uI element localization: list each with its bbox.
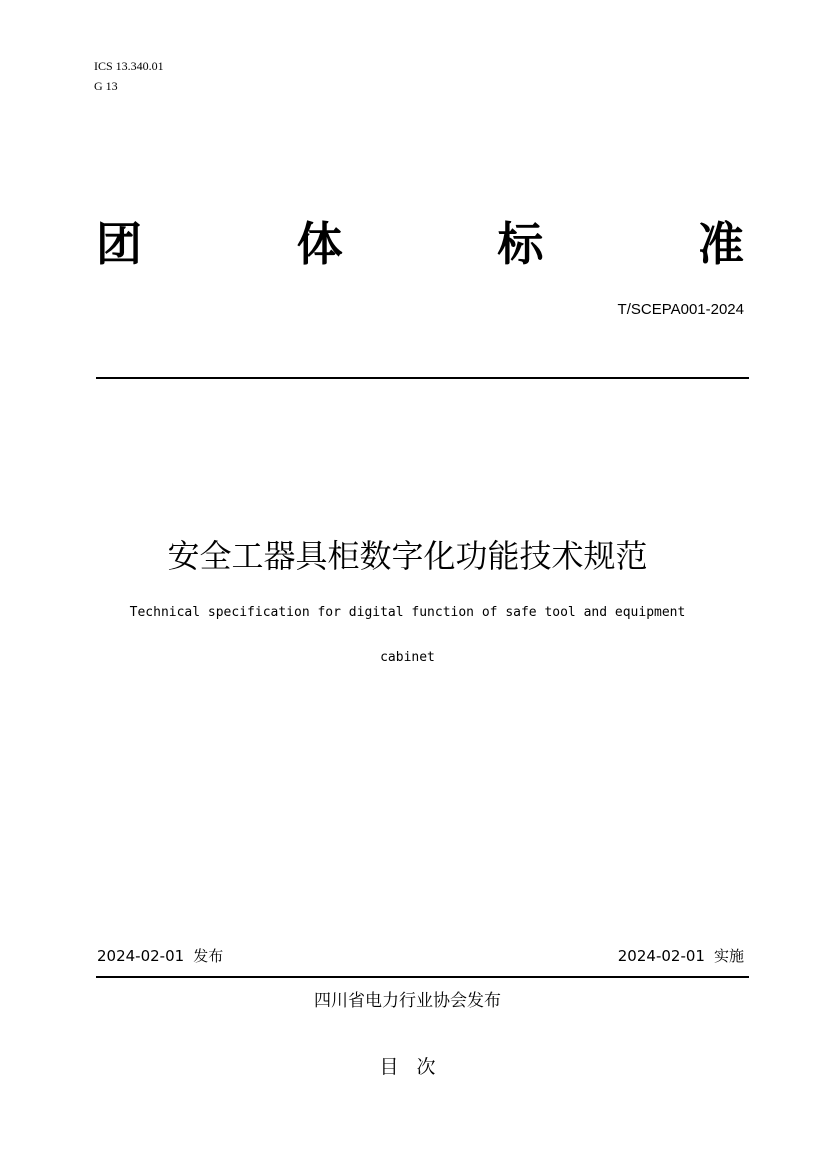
classification-codes xyxy=(94,56,164,96)
english-title-line-2: cabinet xyxy=(380,650,435,665)
english-title-line-1: Technical specification for digital function of safe tool and equipment xyxy=(129,605,686,620)
publish-date: 2024-02-01 xyxy=(97,947,185,965)
chinese-title: 安全工器具柜数字化功能技术规范 xyxy=(167,537,648,575)
bottom-divider xyxy=(96,976,749,978)
toc-heading: 目次 xyxy=(379,1056,454,1078)
standard-type-char-3: 标 xyxy=(497,217,544,271)
standard-type-title xyxy=(96,215,744,273)
publisher: 四川省电力行业协会发布 xyxy=(314,991,501,1011)
implement-label: 实施 xyxy=(713,947,744,965)
ics-code: ICS 13.340.01 xyxy=(94,59,164,73)
implement-date: 2024-02-01 xyxy=(617,947,705,965)
top-divider xyxy=(96,377,749,379)
publish-label: 发布 xyxy=(193,947,224,965)
standard-type-char-1: 团 xyxy=(96,217,142,271)
implement-date-block xyxy=(618,945,744,967)
standard-type-char-2: 体 xyxy=(296,217,343,271)
standard-number: T/SCEPA001-2024 xyxy=(617,301,744,318)
ccs-code: G 13 xyxy=(94,79,118,93)
publish-date-block xyxy=(97,945,223,967)
standard-type-char-4: 准 xyxy=(697,217,744,271)
